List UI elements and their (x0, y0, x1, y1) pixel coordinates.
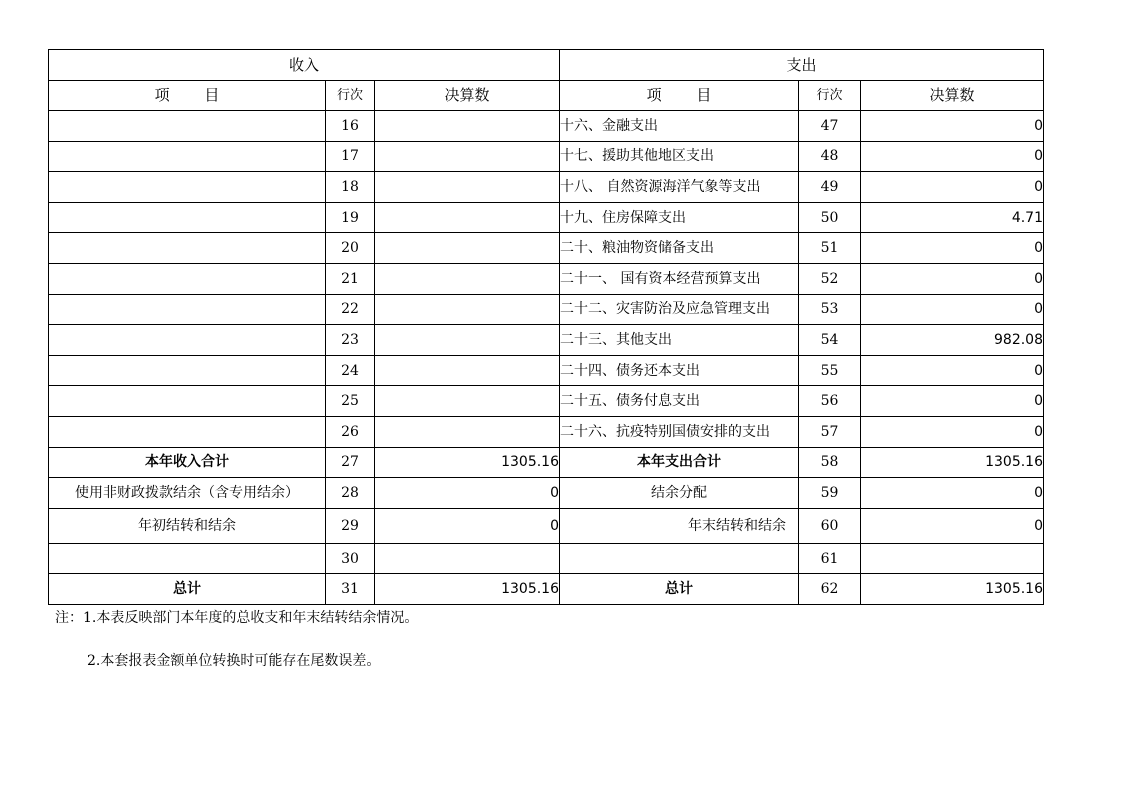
exp-total-amount: 1305.16 (861, 447, 1044, 478)
income-amount-cell (375, 263, 560, 294)
table-row-blank (49, 543, 1044, 574)
exp-amount-cell: 0 (861, 355, 1044, 386)
blank-left-amount (375, 543, 560, 574)
income-amount-cell (375, 141, 560, 172)
grand-total-left-amount: 1305.16 (375, 574, 560, 605)
exp-row-no: 47 (799, 111, 861, 142)
exp-item-cell: 十九、住房保障支出 (560, 202, 799, 233)
income-item-cell (49, 141, 326, 172)
surplus-alloc-amount: 0 (861, 478, 1044, 509)
table-row (49, 141, 1044, 172)
table-header-columns (49, 81, 1044, 111)
income-item-cell (49, 233, 326, 264)
exp-row-no: 55 (799, 355, 861, 386)
exp-item-cell: 二十一、 国有资本经营预算支出 (560, 263, 799, 294)
exp-amount-cell: 982.08 (861, 325, 1044, 356)
income-row-no: 18 (326, 172, 375, 203)
exp-row-no: 50 (799, 202, 861, 233)
blank-right-amount (861, 543, 1044, 574)
income-amount-col-header: 决算数 (375, 81, 560, 111)
grand-total-left-label: 总计 (49, 574, 326, 605)
income-item-cell (49, 386, 326, 417)
surplus-alloc-label: 结余分配 (560, 478, 799, 509)
blank-right-item (560, 543, 799, 574)
income-item-cell (49, 294, 326, 325)
income-item-col-header: 项 目 (49, 81, 326, 111)
exp-amount-cell: 0 (861, 386, 1044, 417)
table-row-nonfiscal (49, 478, 1044, 509)
income-amount-cell (375, 416, 560, 447)
end-carry-amount: 0 (861, 508, 1044, 543)
income-row-no: 20 (326, 233, 375, 264)
income-row-no: 17 (326, 141, 375, 172)
exp-amount-cell: 0 (861, 141, 1044, 172)
exp-amount-cell: 0 (861, 172, 1044, 203)
income-row-no: 16 (326, 111, 375, 142)
exp-amount-cell: 0 (861, 294, 1044, 325)
exp-amount-cell: 0 (861, 233, 1044, 264)
nonfiscal-amount: 0 (375, 478, 560, 509)
exp-row-no: 51 (799, 233, 861, 264)
table-row-carryover (49, 508, 1044, 543)
exp-item-cell: 二十二、灾害防治及应急管理支出 (560, 294, 799, 325)
exp-item-cell: 二十四、债务还本支出 (560, 355, 799, 386)
begin-carry-amount: 0 (375, 508, 560, 543)
exp-item-cell: 十八、 自然资源海洋气象等支出 (560, 172, 799, 203)
income-amount-cell (375, 325, 560, 356)
blank-right-no: 61 (799, 543, 861, 574)
surplus-alloc-no: 59 (799, 478, 861, 509)
table-row (49, 202, 1044, 233)
exp-item-cell: 二十六、抗疫特别国债安排的支出 (560, 416, 799, 447)
table-row (49, 294, 1044, 325)
final-accounts-table (48, 49, 1044, 605)
table-row (49, 416, 1044, 447)
table-row (49, 325, 1044, 356)
exp-amount-cell: 0 (861, 263, 1044, 294)
end-carry-label: 年末结转和结余 (560, 508, 799, 543)
exp-amount-col-header: 决算数 (861, 81, 1044, 111)
income-total-amount: 1305.16 (375, 447, 560, 478)
table-row (49, 111, 1044, 142)
grand-total-right-no: 62 (799, 574, 861, 605)
income-row-col-header: 行次 (326, 81, 375, 111)
income-item-cell (49, 202, 326, 233)
table-header-sections (49, 50, 1044, 81)
grand-total-right-label: 总计 (560, 574, 799, 605)
table-row (49, 263, 1044, 294)
begin-carry-label: 年初结转和结余 (49, 508, 326, 543)
footnotes (55, 607, 418, 671)
income-item-cell (49, 263, 326, 294)
exp-amount-cell: 4.71 (861, 202, 1044, 233)
income-item-cell (49, 325, 326, 356)
income-section-header: 收入 (49, 50, 560, 81)
income-row-no: 26 (326, 416, 375, 447)
table-row-annual-total (49, 447, 1044, 478)
table-row (49, 386, 1044, 417)
income-row-no: 25 (326, 386, 375, 417)
grand-total-right-amount: 1305.16 (861, 574, 1044, 605)
exp-item-cell: 十七、援助其他地区支出 (560, 141, 799, 172)
blank-left-no: 30 (326, 543, 375, 574)
income-amount-cell (375, 233, 560, 264)
note-1: 注：1.本表反映部门本年度的总收支和年末结转结余情况。 (55, 610, 419, 626)
table-row-grand-total (49, 574, 1044, 605)
income-row-no: 19 (326, 202, 375, 233)
exp-row-no: 53 (799, 294, 861, 325)
exp-row-no: 48 (799, 141, 861, 172)
exp-item-cell: 二十、粮油物资储备支出 (560, 233, 799, 264)
income-row-no: 24 (326, 355, 375, 386)
exp-row-col-header: 行次 (799, 81, 861, 111)
table-row (49, 233, 1044, 264)
exp-item-col-header: 项 目 (560, 81, 799, 111)
income-total-label: 本年收入合计 (49, 447, 326, 478)
exp-item-cell: 二十三、其他支出 (560, 325, 799, 356)
nonfiscal-no: 28 (326, 478, 375, 509)
income-item-cell (49, 416, 326, 447)
exp-row-no: 54 (799, 325, 861, 356)
income-row-no: 23 (326, 325, 375, 356)
income-amount-cell (375, 355, 560, 386)
exp-total-no: 58 (799, 447, 861, 478)
income-row-no: 21 (326, 263, 375, 294)
grand-total-left-no: 31 (326, 574, 375, 605)
income-row-no: 22 (326, 294, 375, 325)
nonfiscal-label: 使用非财政拨款结余（含专用结余） (49, 478, 326, 509)
exp-item-cell: 二十五、债务付息支出 (560, 386, 799, 417)
exp-row-no: 52 (799, 263, 861, 294)
exp-amount-cell: 0 (861, 111, 1044, 142)
table-row (49, 355, 1044, 386)
income-amount-cell (375, 172, 560, 203)
income-amount-cell (375, 111, 560, 142)
income-amount-cell (375, 202, 560, 233)
begin-carry-no: 29 (326, 508, 375, 543)
exp-amount-cell: 0 (861, 416, 1044, 447)
income-item-cell (49, 172, 326, 203)
income-total-no: 27 (326, 447, 375, 478)
note-2: 2.本套报表金额单位转换时可能存在尾数误差。 (87, 653, 381, 669)
end-carry-no: 60 (799, 508, 861, 543)
income-amount-cell (375, 386, 560, 417)
income-amount-cell (375, 294, 560, 325)
expenditure-section-header: 支出 (560, 50, 1044, 81)
income-item-cell (49, 111, 326, 142)
exp-total-label: 本年支出合计 (560, 447, 799, 478)
income-item-cell (49, 355, 326, 386)
blank-left-item (49, 543, 326, 574)
exp-row-no: 56 (799, 386, 861, 417)
exp-row-no: 57 (799, 416, 861, 447)
table-row (49, 172, 1044, 203)
exp-row-no: 49 (799, 172, 861, 203)
exp-item-cell: 十六、金融支出 (560, 111, 799, 142)
